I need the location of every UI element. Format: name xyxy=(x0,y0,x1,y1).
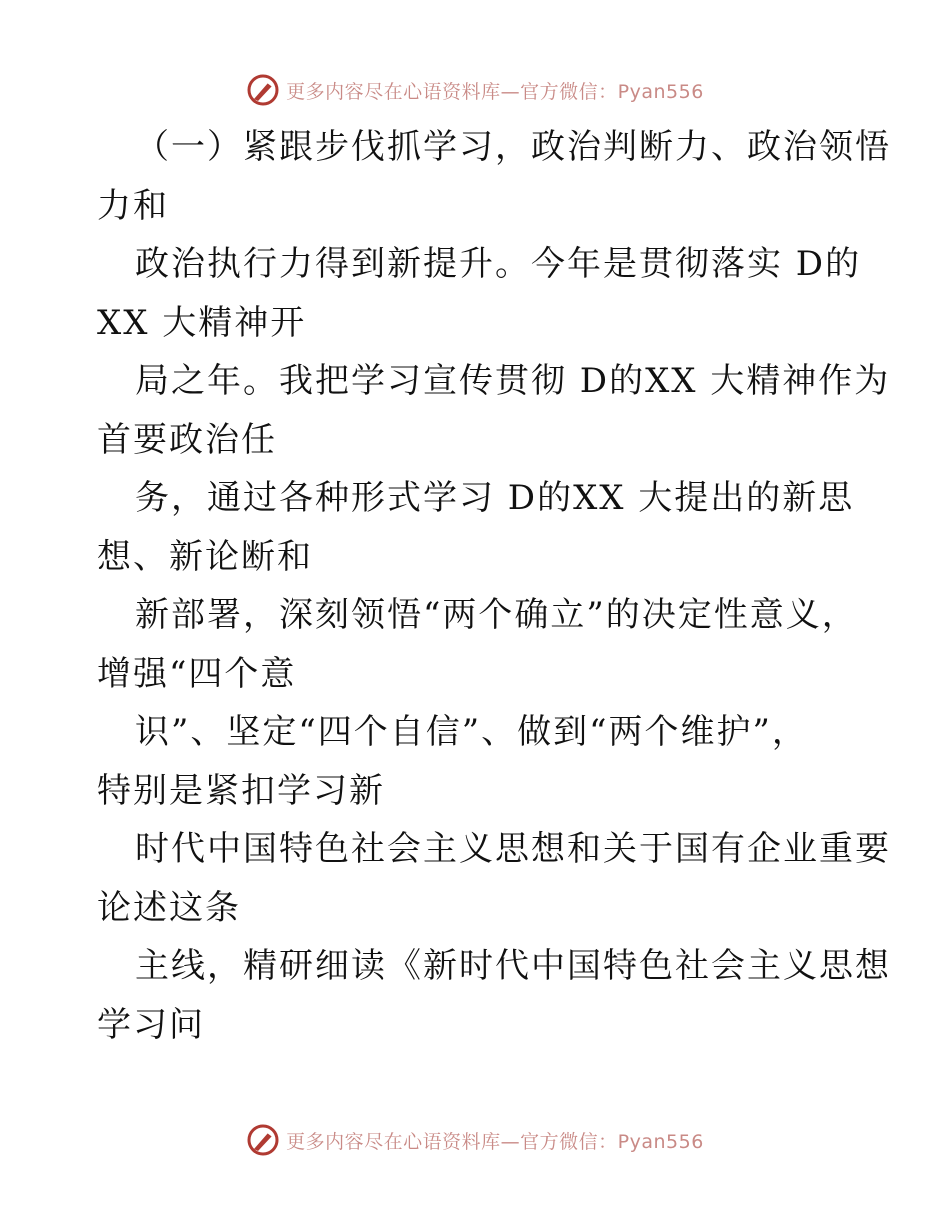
text-line: 力和 xyxy=(97,185,169,226)
text-line: 学习问 xyxy=(97,1004,205,1045)
pen-circle-logo-icon xyxy=(246,73,280,107)
text-line: 论述这条 xyxy=(97,887,241,928)
text-line: 主线，精研细读《新时代中国特色社会主义思想 xyxy=(135,946,891,986)
text-line: 想、新论断和 xyxy=(97,536,313,577)
text-line: 识”、坚定“四个自信”、做到“两个维护”， xyxy=(135,712,808,752)
header-banner-text: 更多内容尽在心语资料库—官方微信：Pyan556 xyxy=(286,80,704,103)
text-line: 新部署，深刻领悟“两个确立”的决定性意义， xyxy=(135,595,858,635)
text-line: 局之年。我把学习宣传贯彻 D的XX 大精神作为 xyxy=(135,361,891,401)
pen-circle-logo-icon xyxy=(246,1123,280,1157)
text-line: 时代中国特色社会主义思想和关于国有企业重要 xyxy=(135,829,891,869)
text-line: （一）紧跟步伐抓学习，政治判断力、政治领悟 xyxy=(135,127,891,167)
text-line: XX 大精神开 xyxy=(97,302,307,343)
text-line: 特别是紧扣学习新 xyxy=(97,770,385,811)
text-line: 务，通过各种形式学习 D的XX 大提出的新思 xyxy=(135,478,855,518)
header-banner xyxy=(0,70,950,110)
text-line: 增强“四个意 xyxy=(97,653,297,694)
text-line: 政治执行力得到新提升。今年是贯彻落实 D的 xyxy=(135,244,862,284)
footer-banner xyxy=(0,1120,950,1160)
text-line: 首要政治任 xyxy=(97,419,277,460)
footer-banner-text: 更多内容尽在心语资料库—官方微信：Pyan556 xyxy=(286,1130,704,1153)
document-body xyxy=(97,118,891,1054)
